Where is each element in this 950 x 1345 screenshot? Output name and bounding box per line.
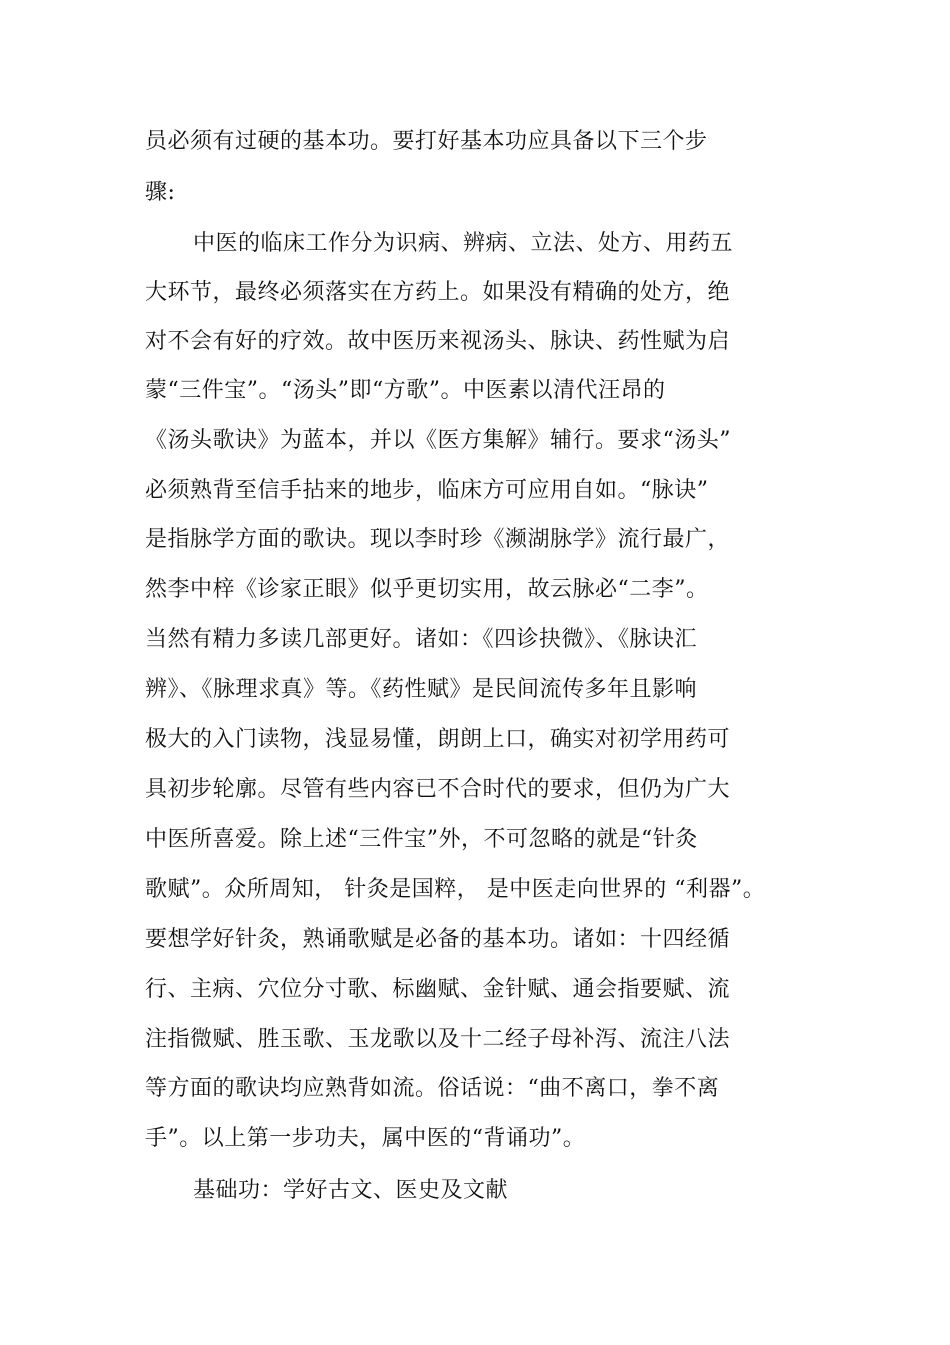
text-line: 中医所喜爱。除上述“三件宝”外，不可忽略的就是“针灸 [145,827,698,852]
text-line: 大环节，最终必须落实在方药上。如果没有精确的处方，绝 [145,280,731,305]
text-line: 对不会有好的疗效。故中医历来视汤头、脉诀、药性赋为启 [145,329,731,354]
text-line: 员必须有过硬的基本功。要打好基本功应具备以下三个步 [145,129,708,154]
paragraph-first-line: 中医的临床工作分为识病、辨病、立法、处方、用药五 [193,231,734,256]
text-line: 行、主病、穴位分寸歌、标幽赋、金针赋、通会指要赋、流 [145,977,731,1002]
text-line: 要想学好针灸，熟诵歌赋是必备的基本功。诸如：十四经循 [145,927,731,952]
text-line: 骤: [145,180,176,205]
text-line: 必须熟背至信手拈来的地步，临床方可应用自如。“脉诀” [145,478,709,503]
text-line: 当然有精力多读几部更好。诸如：《四诊抉微》、《脉诀汇 [145,627,698,652]
text-line: 等方面的歌诀均应熟背如流。俗话说：“曲不离口，拳不离 [145,1076,720,1101]
text-line: 注指微赋、胜玉歌、玉龙歌以及十二经子母补泻、流注八法 [145,1027,731,1052]
text-line: 辨》、《脉理求真》等。《药性赋》是民间流传多年且影响 [145,677,698,702]
text-line: 极大的入门读物，浅显易懂，朗朗上口，确实对初学用药可 [145,727,731,752]
text-line: 歌赋”。众所周知， 针灸是国粹， 是中医走向世界的 “利器”。 [145,877,766,902]
text-line: 是指脉学方面的歌诀。现以李时珍《濒湖脉学》流行最广， [145,527,731,552]
text-line: 具初步轮廓。尽管有些内容已不合时代的要求，但仍为广大 [145,777,731,802]
text-line: 然李中梓《诊家正眼》似乎更切实用，故云脉必“二李”。 [145,577,709,602]
text-line: 《汤头歌诀》为蓝本，并以《医方集解》辅行。要求“汤头” [145,428,731,453]
text-line: 手”。以上第一步功夫，属中医的“背诵功”。 [145,1126,586,1151]
section-heading: 基础功：学好古文、医史及文献 [193,1178,509,1203]
text-line: 蒙“三件宝”。“汤头”即“方歌”。中医素以清代汪昂的 [145,378,666,403]
